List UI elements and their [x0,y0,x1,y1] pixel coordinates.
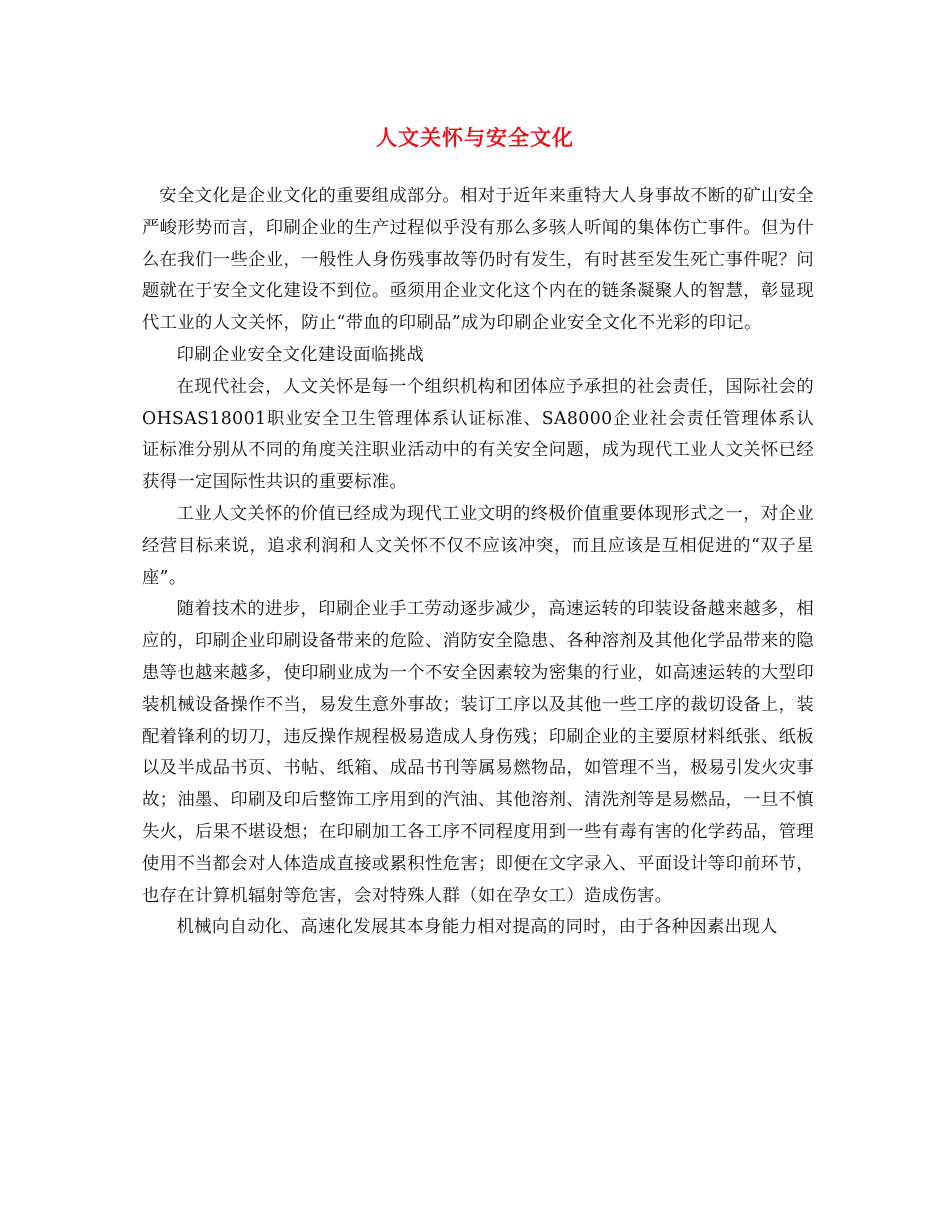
paragraph: 在现代社会，人文关怀是每一个组织机构和团体应予承担的社会责任，国际社会的OHSAS18001职业安全卫生管理体系认证标准、SA8000企业社会责任管理体系认证标准分别从不同的角度关注职业活动中的有关安全问题，成为现代工业人文关怀已经获得一定国际性共识的重要标准。 [142,376,814,493]
paragraph: 机械向自动化、高速化发展其本身能力相对提高的同时，由于各种因素出现人 [176,917,778,938]
document-body [142,181,814,944]
document-title: 人文关怀与安全文化 [376,125,574,150]
section-heading: 印刷企业安全文化建设面临挑战 [176,344,425,365]
paragraph: 工业人文关怀的价值已经成为现代工业文明的终极价值重要体现形式之一，对企业经营目标来说，追求利润和人文关怀不仅不应该冲突，而且应该是互相促进的“双子星座”。 [142,503,814,588]
paragraph-intro: 安全文化是企业文化的重要组成部分。相对于近年来重特大人身事故不断的矿山安全严峻形势而言，印刷企业的生产过程似乎没有那么多骇人听闻的集体伤亡事件。但为什么在我们一些企业，一般性人身伤残事故等仍时有发生，有时甚至发生死亡事件呢？问题就在于安全文化建设不到位。亟须用企业文化这个内在的链条凝聚人的智慧，彰显现代工业的人文关怀，防止“带血的印刷品”成为印刷企业安全文化不光彩的印记。 [142,186,814,334]
paragraph: 随着技术的进步，印刷企业手工劳动逐步减少，高速运转的印装设备越来越多，相应的，印刷企业印刷设备带来的危险、消防安全隐患、各种溶剂及其他化学品带来的隐患等也越来越多，使印刷业成为一个不安全因素较为密集的行业，如高速运转的大型印装机械设备操作不当，易发生意外事故；装订工序以及其他一些工序的裁切设备上，装配着锋利的切刀，违反操作规程极易造成人身伤残；印刷企业的主要原材料纸张、纸板以及半成品书页、书帖、纸箱、成品书刊等属易燃物品，如管理不当，极易引发火灾事故；油墨、印刷及印后整饰工序用到的汽油、其他溶剂、清洗剂等是易燃品，一旦不慎失火，后果不堪设想；在印刷加工各工序不同程度用到一些有毒有害的化学药品，管理使用不当都会对人体造成直接或累积性危害；即便在文字录入、平面设计等印前环节，也存在计算机辐射等危害，会对特殊人群（如在孕女工）造成伤害。 [142,599,814,906]
